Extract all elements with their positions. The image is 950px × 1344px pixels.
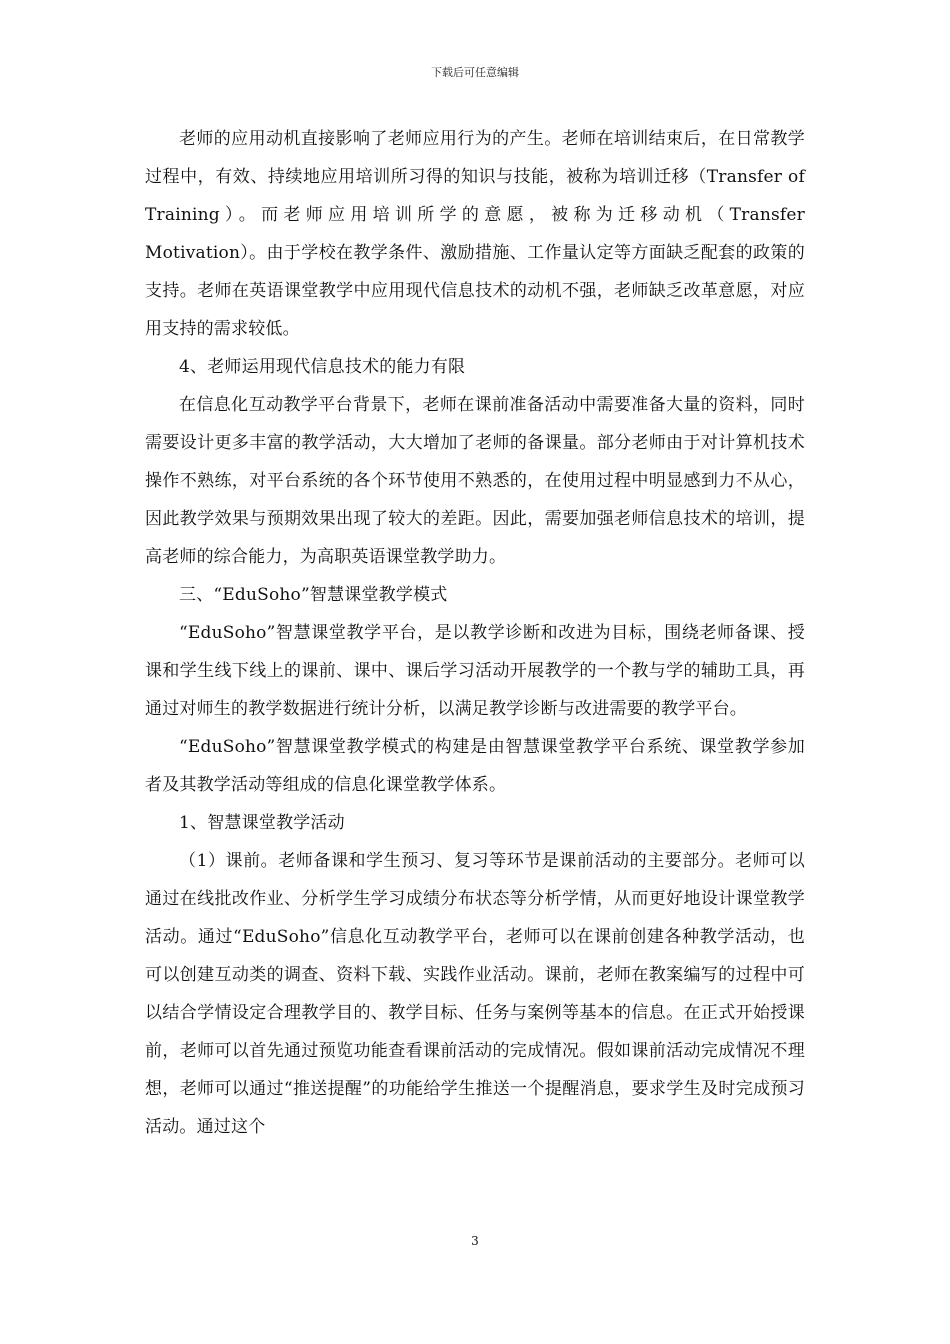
page-number: 3 (471, 1234, 479, 1248)
paragraph-motivation: 老师的应用动机直接影响了老师应用行为的产生。老师在培训结束后，在日常教学过程中，有效、持续地应用培训所习得的知识与技能，被称为培训迁移（Transfer of Training）。而老师应用培训所学的意愿，被称为迁移动机（Transfer Motivation）。由于学校在教学条件、激励措施、工作量认定等方面缺乏配套的政策的支持。老师在英语课堂教学中应用现代信息技术的动机不强，老师缺乏改革意愿，对应用支持的需求较低。 (145, 129, 805, 339)
document-body (145, 120, 805, 1146)
section-heading-4: 4、老师运用现代信息技术的能力有限 (179, 357, 466, 377)
page-header: 下载后可任意编辑 (431, 66, 519, 79)
paragraph-model: “EduSoho”智慧课堂教学模式的构建是由智慧课堂教学平台系统、课堂教学参加者及其教学活动等组成的信息化课堂教学体系。 (145, 737, 805, 795)
section-heading-3: 三、“EduSoho”智慧课堂教学模式 (179, 585, 448, 605)
paragraph-ability: 在信息化互动教学平台背景下，老师在课前准备活动中需要准备大量的资料，同时需要设计更多丰富的教学活动，大大增加了老师的备课量。部分老师由于对计算机技术操作不熟练，对平台系统的各个环节使用不熟悉的，在使用过程中明显感到力不从心，因此教学效果与预期效果出现了较大的差距。因此，需要加强老师信息技术的培训，提高老师的综合能力，为高职英语课堂教学助力。 (145, 395, 805, 567)
paragraph-platform: “EduSoho”智慧课堂教学平台，是以教学诊断和改进为目标，围绕老师备课、授课和学生线下线上的课前、课中、课后学习活动开展教学的一个教与学的辅助工具，再通过对师生的教学数据进行统计分析，以满足教学诊断与改进需要的教学平台。 (145, 623, 805, 719)
paragraph-pre-class: （1）课前。老师备课和学生预习、复习等环节是课前活动的主要部分。老师可以通过在线批改作业、分析学生学习成绩分布状态等分析学情，从而更好地设计课堂教学活动。通过“EduSoho”信息化互动教学平台，老师可以在课前创建各种教学活动，也可以创建互动类的调查、资料下载、实践作业活动。课前，老师在教案编写的过程中可以结合学情设定合理教学目的、教学目标、任务与案例等基本的信息。在正式开始授课前，老师可以首先通过预览功能查看课前活动的完成情况。假如课前活动完成情况不理想，老师可以通过“推送提醒”的功能给学生推送一个提醒消息，要求学生及时完成预习活动。通过这个 (145, 851, 805, 1137)
section-heading-1: 1、智慧课堂教学活动 (179, 813, 345, 833)
